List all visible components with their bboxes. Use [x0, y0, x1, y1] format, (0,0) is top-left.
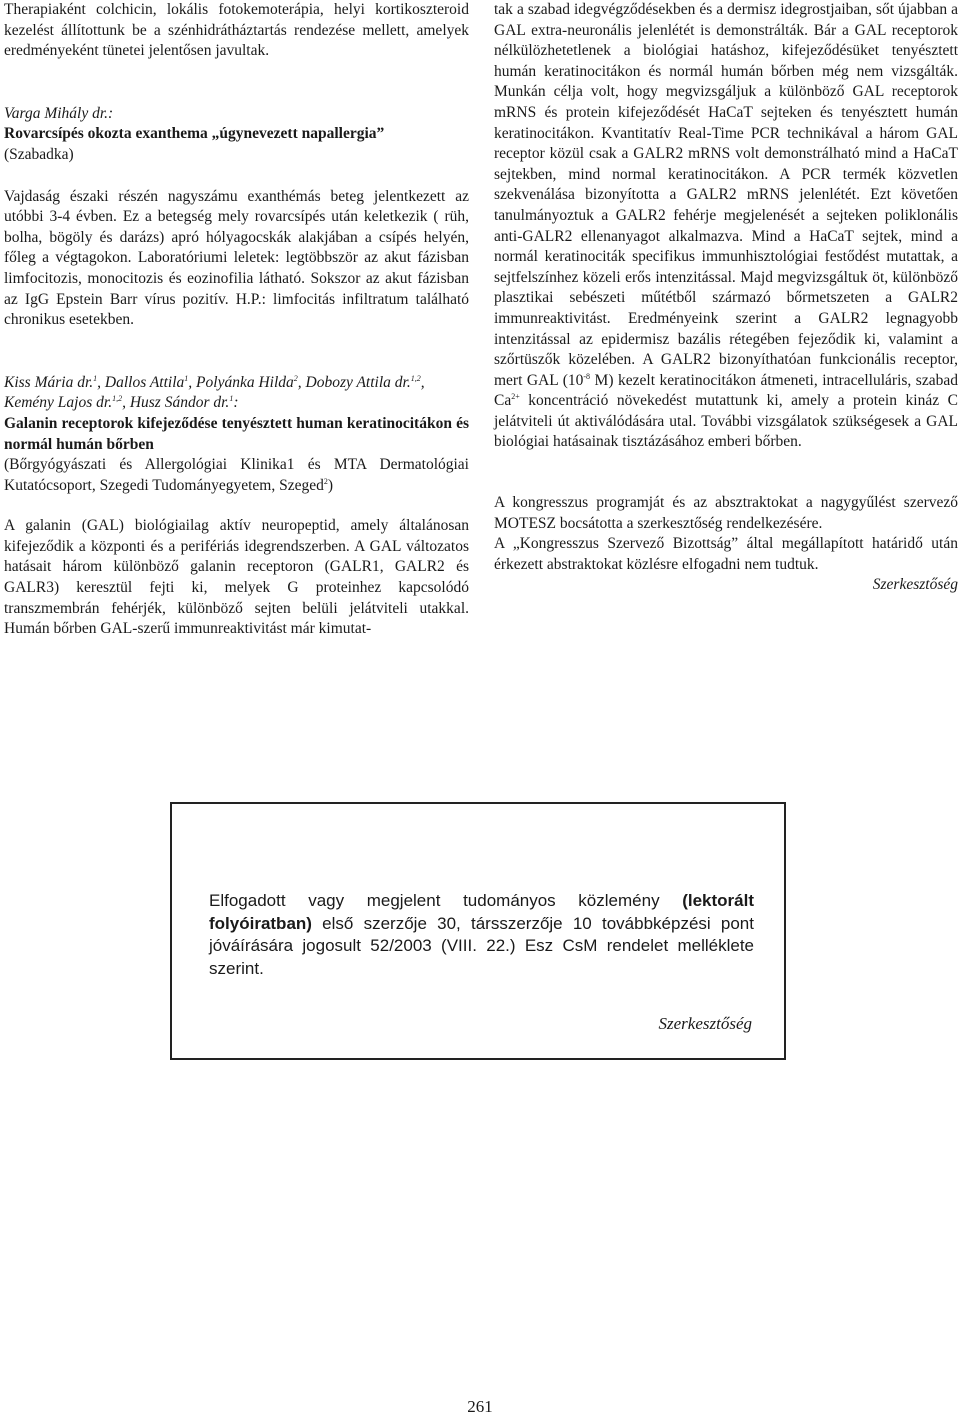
notice-box [170, 802, 786, 1060]
abstract1-authors: Varga Mihály dr.: [4, 104, 114, 122]
abstract2-authors: Kiss Mária dr.$^1$, Dallos Attila$^1$, Polyánka Hilda$^2$, Dobozy Attila dr.$^{1,2}$, Kemény Lajos dr.$^{1,2}$, Husz Sándor dr.$^1$: [4, 373, 425, 412]
page-number: 261 [467, 1397, 493, 1416]
editor-signature: Szerkesztőség [872, 576, 958, 594]
abstract2-body-continued: tak a szabad idegvégződésekben és a dermisz idegrostjaiban, sőt újabban a GAL extra-neuronális jelenlétét is demonstrálták. Bár a GAL receptorok nélkülözhetetlenek a biológiai hatáshoz, kifejeződésüket tenyésztett humán keratinocitákon és normál humán bőrben még nem vizsgálták. Munkán célja volt, hogy megvizsgáljuk a különböző GAL receptorok mRNS és protein kifejeződését HaCaT sejteken és tenyésztett humán keratinocitákon. Kvantitatív Real-Time PCR technikával a három GAL receptor közül csak a GALR2 mRNS volt demonstrálható mind a HaCaT sejtekben, mind normal keratinocitákon. A PCR termék közvetlen szekvenálása bizonyította a GALR2 mRNS jelenlétét. Ezt követően tanulmányoztuk a GALR2 fehérje megjelenését a sejteken poliklonális anti-GALR2 ellenanyagot alkalmazva. Mind a HaCaT sejtek, mind a normál keratinociták specifikus immunhisztológiai festődést mutattak, a sejtfelszínhez közeli erős intenzitással. Majd megvizsgáltuk öt, különböző plasztikai sebészeti műtétből származó bőrmetszeten a GALR2 immunreaktivitást. Eredményeink szerint a GALR2 legnagyobb intenzitással az epidermisz bazális rétegében fejeződik ki, valamint a szőrtüszők közelében. A GALR2 bizonyíthatóan funkcionális receptor, mert GAL ($10^{-8}$ M) kezelt keratinocitákon átmeneti, intracelluláris, szabad $Ca^{2+}$ koncentráció növekedést mutattunk ki, amely a protein kináz C jelátviteli út aktiválódására utal. További vizsgálatok szükségesek a GAL biológiai hatásainak tisztázásához emberi bőrben. [494, 1, 958, 451]
abstract2-affiliation: (Bőrgyógyászati és Allergológiai Klinika1 és MTA Dermatológiai Kutatócsoport, Szegedi Tudományegyetem, Szeged$^2$) [4, 456, 469, 494]
left-column [4, 0, 469, 640]
abstract2-title: Galanin receptorok kifejeződése tenyésztett human keratinocitákon és normál humán bőrben [4, 414, 469, 453]
abstract1-body: Vajdaság északi részén nagyszámu exanthémás beteg jelentkezett az utóbbi 3-4 évben. Ez a betegség mely rovarcsípés után keletkezik ( rüh, bolha, bögöly és darázs) apró hólyagocskák alakjában a csípés helyén, főleg a végtagokon. Laboratóriumi leletek: legtöbbször az akut fázisban limfocitozis, monocitozis és eozinofilia látható. Sokszor az akut fázisban az IgG Epstein Barr vírus pozitív. H.P.: limfocitás infiltratum található chronikus esetekben. [4, 187, 469, 329]
notice-signature: Szerkesztőség [658, 1014, 752, 1033]
right-column [494, 0, 958, 596]
abstract1-affiliation: (Szabadka) [4, 145, 74, 163]
abstract2-body-start: A galanin (GAL) biológiailag aktív neuropeptid, amely általánosan kifejeződik a központi és a perifériás idegrendszerben. A GAL változatos hatásait három különböző galanin receptoron (GALR1, GALR2 és GALR3) keresztül fejti ki, melyek G proteinhez kapcsolódó transzmembrán fehérjék, különböző sejten belüli jelátviteli utakkal. Humán bőrben GAL-szerű immunreaktivitást már kimutat- [4, 517, 469, 638]
deadline-note: A „Kongresszus Szervező Bizottság” által megállapított határidő után érkezett abstraktokat közlésre elfogadni nem tudtuk. [494, 535, 958, 573]
intro-paragraph: Therapiaként colchicin, lokális fotokemoterápia, helyi kortikoszteroid kezelést állítottunk be a szénhidrátháztartás rendezése mellett, amelyek eredményeként tünetei jelentősen javultak. [4, 1, 469, 60]
congress-note: A kongresszus programját és az absztraktokat a nagygyűlést szervező MOTESZ bocsátotta a szerkesztőség rendelkezésére. [494, 494, 958, 532]
notice-text: Elfogadott vagy megjelent tudományos közlemény (lektorált folyóiratban) első szerzője 30, társszerzője 10 továbbképzési pont jóváírására jogosult 52/2003 (VIII. 22.) Esz CsM rendelet melléklete szerint. [209, 891, 754, 978]
abstract1-title: Rovarcsípés okozta exanthema „úgynevezett napallergia” [4, 125, 385, 143]
